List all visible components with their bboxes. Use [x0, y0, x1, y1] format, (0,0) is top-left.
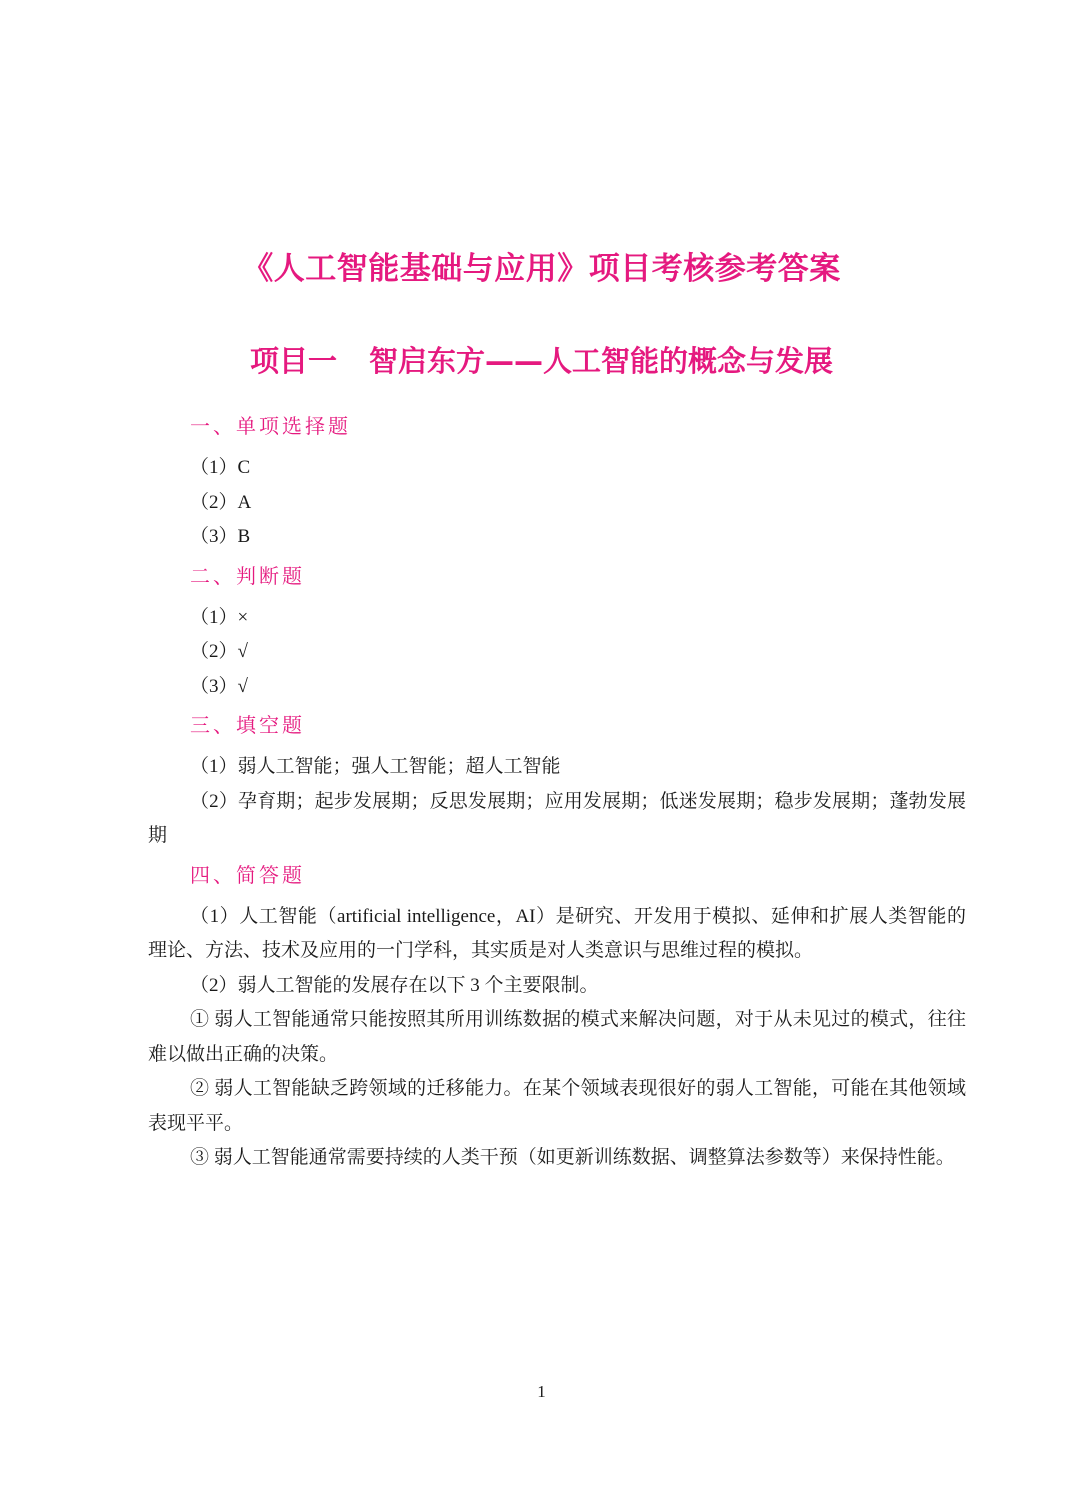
answer-item: （3）√ [190, 675, 248, 697]
answer-item: （2）A [190, 491, 252, 513]
answer-paragraph: ① 弱人工智能通常只能按照其所用训练数据的模式来解决问题，对于从未见过的模式，往往难以做出正确的决策。 [148, 1009, 966, 1065]
project-name: 智启东方——人工智能的概念与发展 [369, 344, 834, 378]
answer-item: （1）C [190, 457, 251, 478]
answer-paragraph: （2）弱人工智能的发展存在以下 3 个主要限制。 [190, 974, 599, 996]
section-heading-fill-blank: 三、填空题 [190, 713, 305, 737]
section-heading-short-answer: 四、简答题 [190, 862, 305, 887]
answer-item: （1）× [190, 606, 249, 628]
answer-item: （2）√ [190, 641, 248, 662]
project-title [0, 340, 1083, 382]
section-heading-true-false: 二、判断题 [190, 563, 305, 588]
answer-paragraph: （1）弱人工智能；强人工智能；超人工智能 [190, 756, 561, 777]
answer-content [148, 405, 966, 1176]
answer-item: （3）B [190, 526, 251, 547]
answer-paragraph: ③ 弱人工智能通常需要持续的人类干预（如更新训练数据、调整算法参数等）来保持性能。 [190, 1147, 955, 1168]
document-title: 《人工智能基础与应用》项目考核参考答案 [242, 251, 841, 287]
section-heading-single-choice: 一、单项选择题 [190, 414, 351, 438]
answer-paragraph: （1）人工智能（artificial intelligence，AI）是研究、开发用于模拟、延伸和扩展人类智能的理论、方法、技术及应用的一门学科，其实质是对人类意识与思维过程的模拟。 [148, 905, 966, 961]
project-label: 项目一 [249, 344, 337, 378]
page-number: 1 [537, 1382, 546, 1401]
answer-paragraph: ② 弱人工智能缺乏跨领域的迁移能力。在某个领域表现很好的弱人工智能，可能在其他领域表现平平。 [148, 1078, 966, 1134]
answer-paragraph: （2）孕育期；起步发展期；反思发展期；应用发展期；低迷发展期；稳步发展期；蓬勃发展期 [148, 790, 966, 846]
